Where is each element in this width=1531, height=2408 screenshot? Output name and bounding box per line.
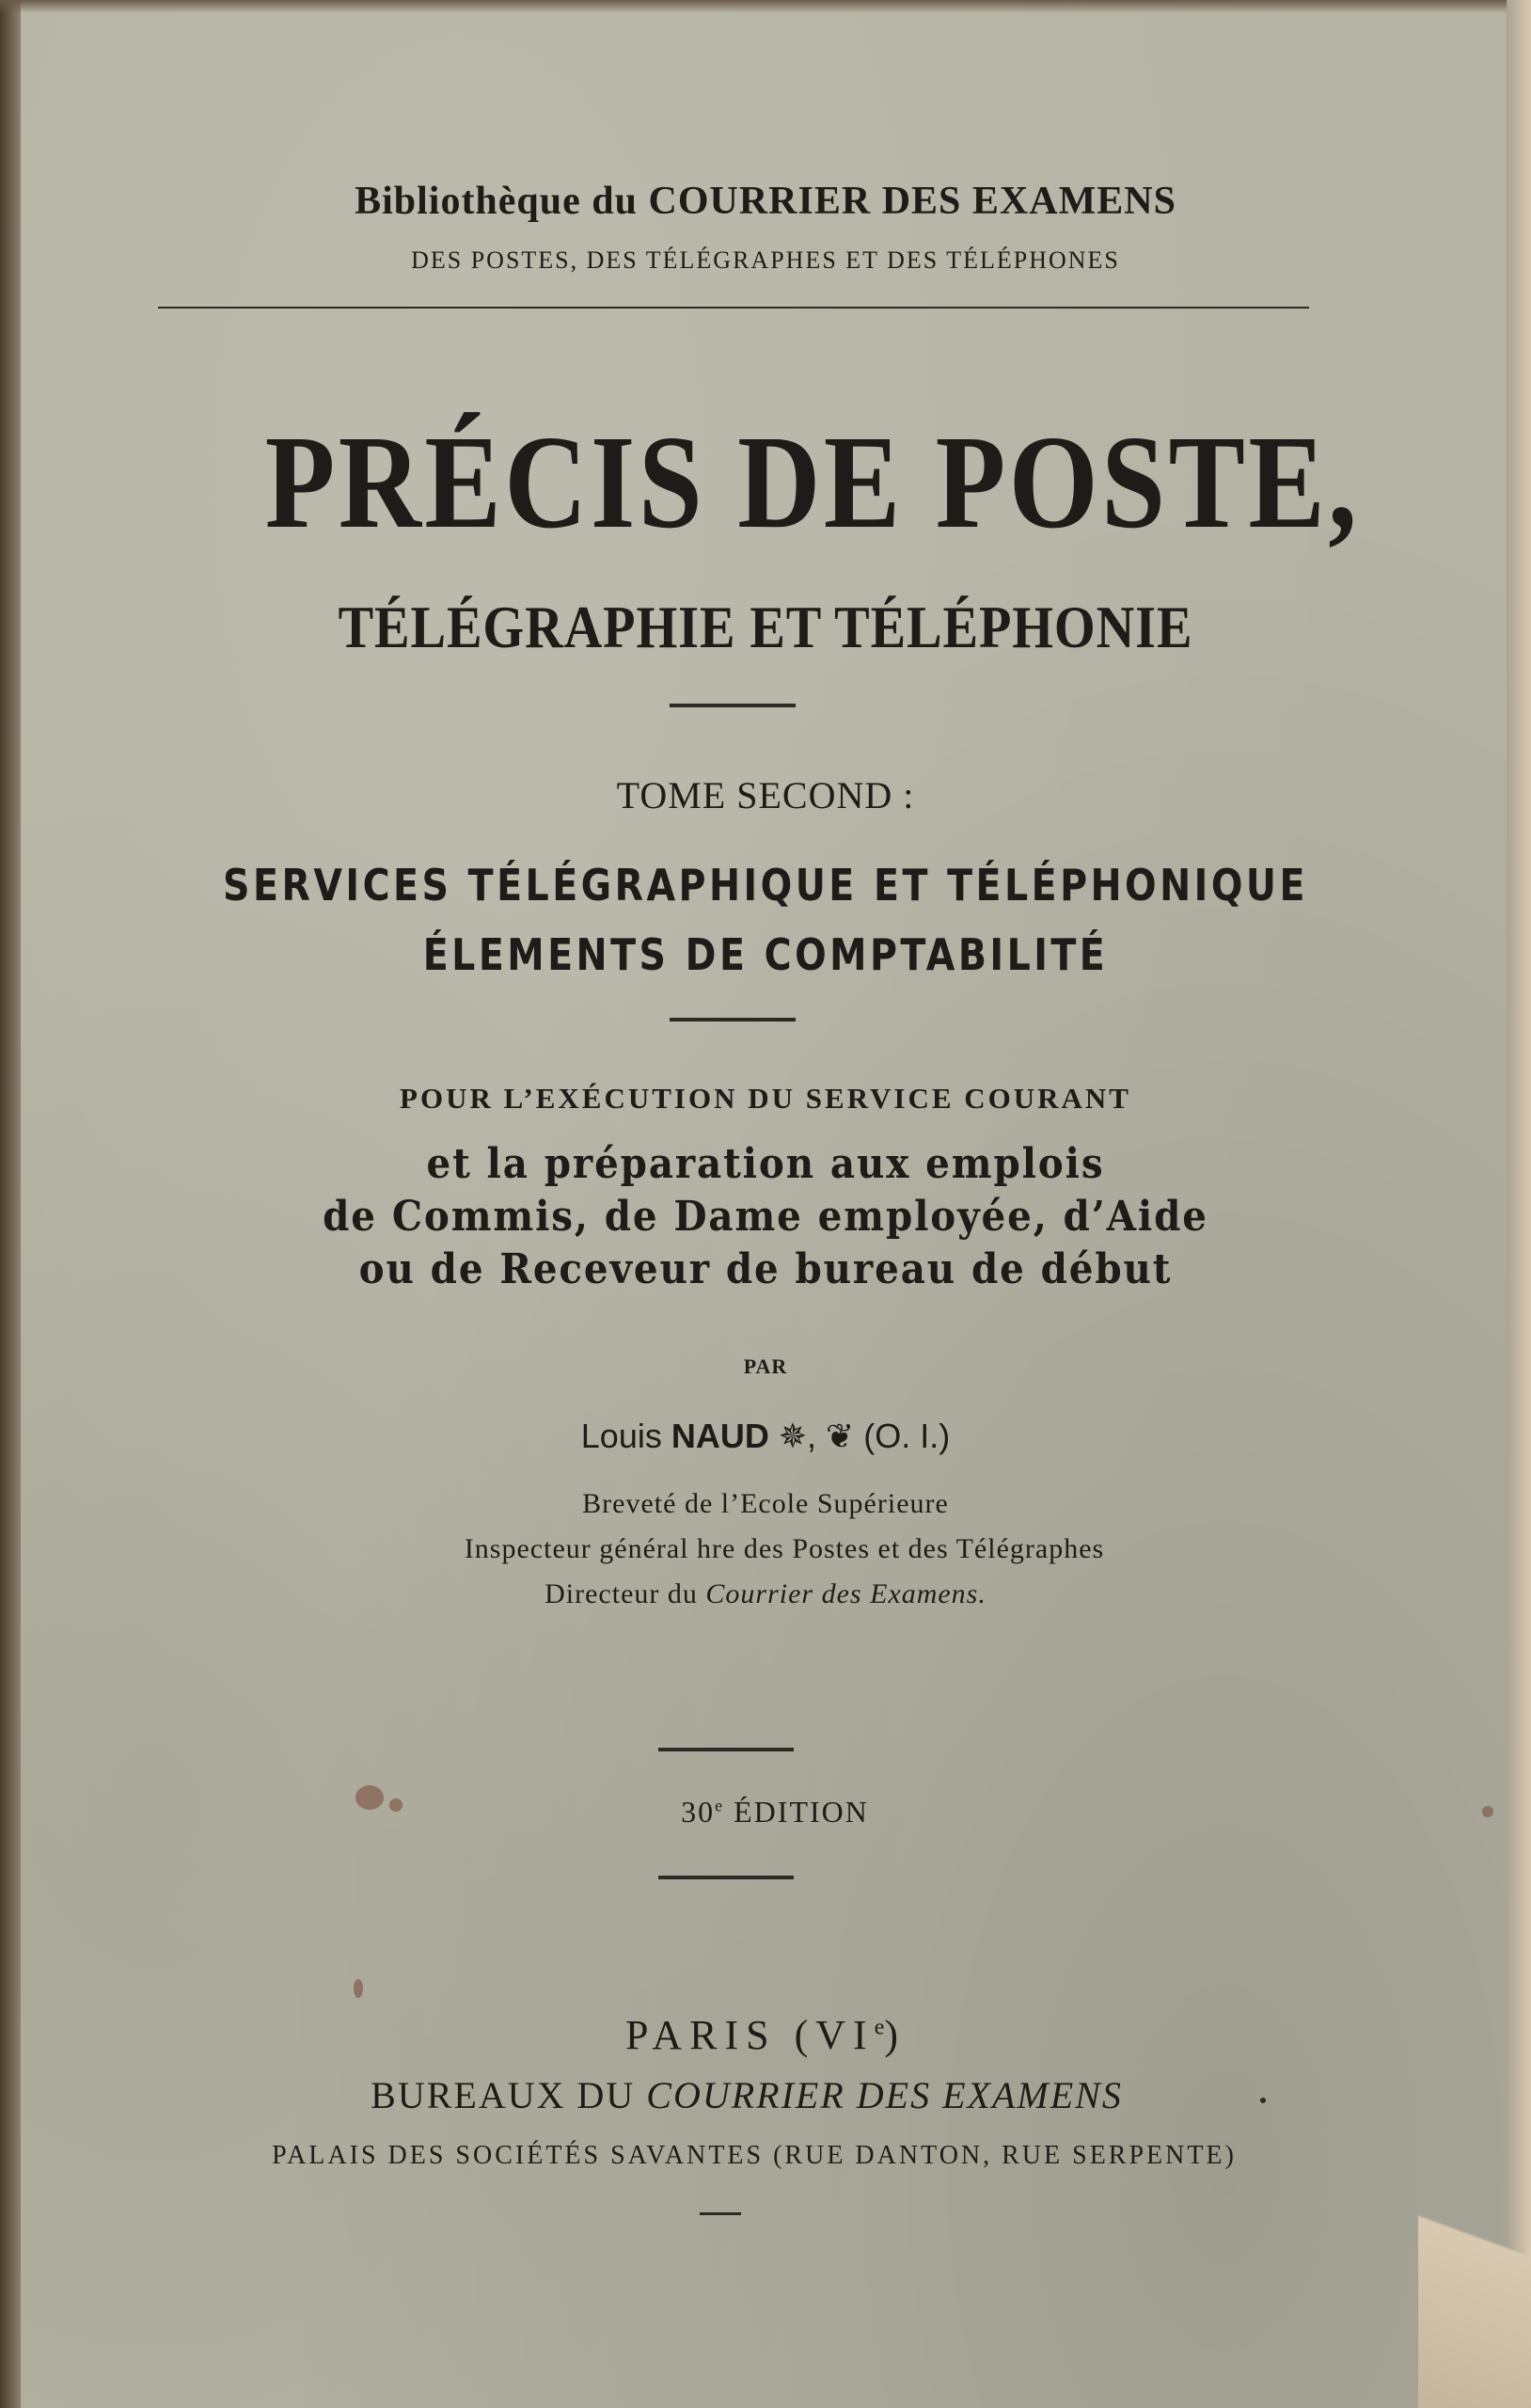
services-line-1: SERVICES TÉLÉGRAPHIQUE ET TÉLÉPHONIQUE bbox=[223, 860, 1308, 911]
book-title: PRÉCIS DE POSTE, bbox=[264, 407, 1361, 556]
edition-number: 30 bbox=[681, 1795, 716, 1829]
library-subtitle: DES POSTES, DES TÉLÉGRAPHES ET DES TÉLÉPHONES bbox=[411, 246, 1120, 274]
tome-divider bbox=[670, 1018, 796, 1022]
publisher-divider bbox=[700, 2212, 741, 2215]
publisher-city-name: PARIS (VI bbox=[624, 2012, 875, 2058]
author-by: PAR bbox=[743, 1354, 788, 1378]
header-divider bbox=[158, 307, 1309, 309]
author-honors: ✵, ❦ (O. I.) bbox=[778, 1417, 951, 1455]
publisher-address: PALAIS DES SOCIÉTÉS SAVANTES (RUE DANTON, RUE SERPENTE) bbox=[272, 2141, 1237, 2170]
author-credential-3-title: Courrier des Examens. bbox=[705, 1578, 986, 1609]
author-name bbox=[0, 1417, 1531, 1456]
title-divider bbox=[670, 704, 796, 707]
library-prefix: Bibliothèque du bbox=[355, 180, 639, 223]
author-credential-3 bbox=[0, 1578, 1531, 1610]
edition-divider-top bbox=[658, 1748, 794, 1751]
publisher-city-sup: e bbox=[874, 2015, 885, 2040]
edition bbox=[9, 1795, 1531, 1830]
author-first-name: Louis bbox=[580, 1417, 662, 1455]
author-credential-1: Breveté de l’Ecole Supérieure bbox=[582, 1488, 949, 1519]
edition-label: ÉDITION bbox=[734, 1795, 869, 1829]
publisher-bureaux-prefix: BUREAUX DU bbox=[371, 2074, 636, 2116]
edition-divider-bottom bbox=[658, 1876, 794, 1879]
publisher-bureaux-title: COURRIER DES EXAMENS bbox=[646, 2074, 1123, 2116]
library-title bbox=[0, 179, 1531, 224]
purpose-line-4: ou de Receveur de bureau de début bbox=[358, 1245, 1173, 1293]
services-line-2: ÉLEMENTS DE COMPTABILITÉ bbox=[422, 929, 1109, 980]
printer-dot bbox=[1260, 2098, 1266, 2103]
edition-suffix: e bbox=[715, 1796, 725, 1815]
purpose-heading: POUR L’EXÉCUTION DU SERVICE COURANT bbox=[400, 1082, 1131, 1115]
author-last-name: NAUD bbox=[671, 1417, 769, 1455]
publisher-city bbox=[0, 2011, 1531, 2059]
purpose-line-2: et la préparation aux emplois bbox=[426, 1140, 1105, 1188]
tome-label: TOME SECOND : bbox=[616, 774, 915, 816]
publisher-bureaux bbox=[0, 2073, 1512, 2117]
stain-mark bbox=[354, 1979, 363, 1998]
purpose-line-3: de Commis, de Dame employée, d’Aide bbox=[323, 1193, 1208, 1241]
publisher-city-close: ) bbox=[884, 2012, 907, 2058]
book-subtitle: TÉLÉGRAPHIE ET TÉLÉPHONIE bbox=[338, 594, 1193, 660]
library-name: COURRIER DES EXAMENS bbox=[648, 180, 1176, 223]
author-credential-2: Inspecteur général hre des Postes et des Télégraphes bbox=[464, 1533, 1105, 1564]
cover-top-edge bbox=[0, 0, 1531, 13]
author-credential-3-prefix: Directeur du bbox=[545, 1578, 698, 1609]
